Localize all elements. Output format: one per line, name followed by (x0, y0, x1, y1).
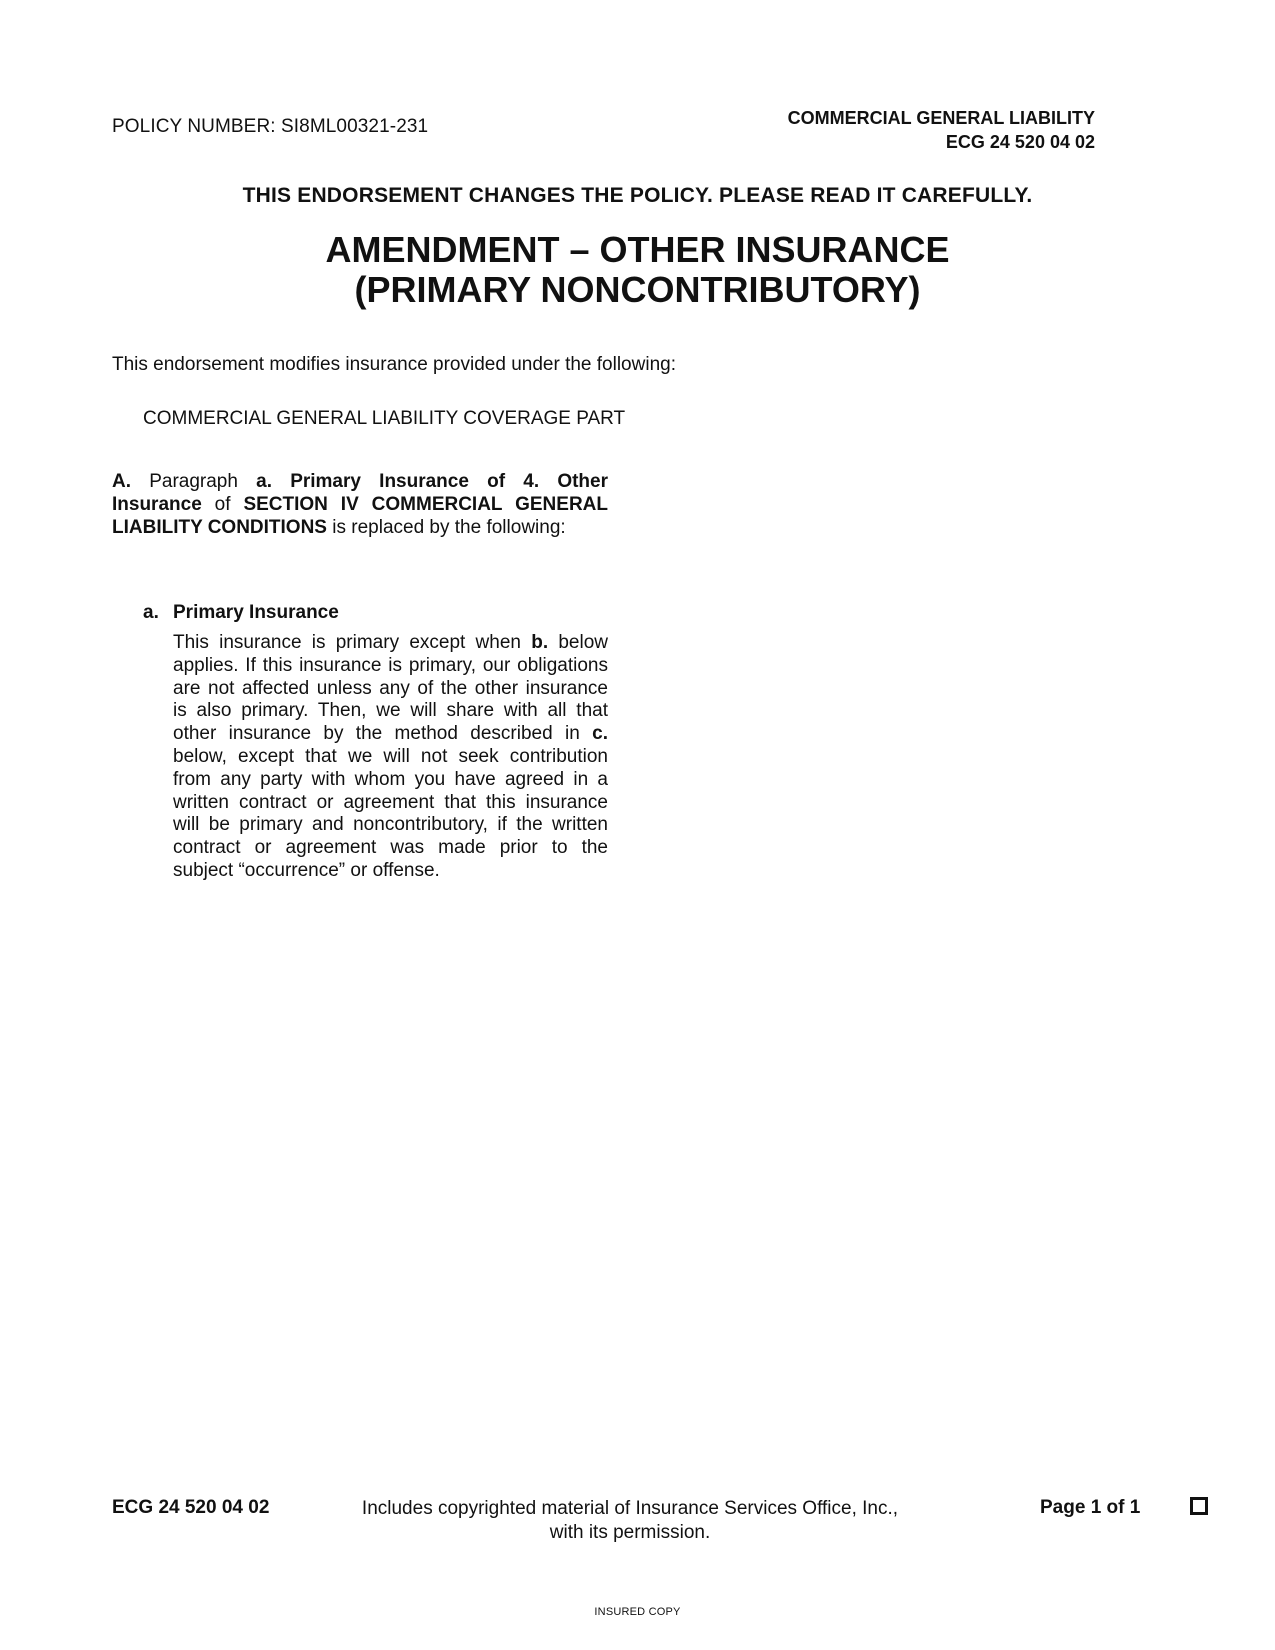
checkbox-square-icon (1190, 1497, 1208, 1515)
subsection-a-marker: a. (143, 602, 159, 623)
coverage-part: COMMERCIAL GENERAL LIABILITY COVERAGE PART (143, 408, 626, 429)
footer-form-number: ECG 24 520 04 02 (112, 1497, 270, 1518)
section-a-text-2: of (201, 494, 244, 515)
modifies-statement: This endorsement modifies insurance provided under the following: (112, 354, 676, 375)
subsection-a-text-1: This insurance is primary except when (173, 632, 532, 653)
subsection-a-title: Primary Insurance (173, 602, 339, 623)
title-line-1: AMENDMENT – OTHER INSURANCE (325, 229, 950, 270)
section-a-text-1: Paragraph (131, 471, 257, 492)
subsection-a-body (173, 632, 608, 883)
section-a-bold-1: a. Primary Insurance of 4. Other Insurance (112, 471, 608, 515)
footer-copyright (330, 1497, 930, 1545)
line-of-business: COMMERCIAL GENERAL LIABILITY (787, 108, 1095, 128)
subsection-a-text-2: below applies. If this insurance is primary, our obligations are not affected unless any of the other insurance is also primary. Then, we will share with all that other insurance by the method described in (173, 632, 608, 745)
section-a-bold-2: SECTION IV COMMERCIAL GENERAL LIABILITY CONDITIONS (112, 494, 608, 538)
subsection-a-heading (143, 602, 339, 624)
endorsement-notice: THIS ENDORSEMENT CHANGES THE POLICY. PLEASE READ IT CAREFULLY. (242, 184, 1033, 207)
title-line-2: (PRIMARY NONCONTRIBUTORY) (354, 269, 921, 310)
form-header (788, 106, 1095, 154)
section-a-text-3: is replaced by the following: (326, 517, 566, 538)
policy-number: POLICY NUMBER: SI8ML00321-231 (112, 116, 429, 137)
page-indicator: Page 1 of 1 (1040, 1497, 1141, 1518)
insured-copy-stamp: INSURED COPY (594, 1606, 681, 1618)
copyright-line-1: Includes copyrighted material of Insurance Services Office, Inc., (361, 1498, 899, 1519)
section-a-paragraph (112, 470, 608, 539)
section-a-label: A. (112, 471, 131, 492)
subsection-a-bold-1: b. (531, 632, 549, 653)
subsection-a-bold-2: c. (592, 723, 608, 745)
subsection-a-text-3: below, except that we will not seek contribution from any party with whom you have agreed in a written contract or agreement that this insurance will be primary and noncontributory, if the written contract or agreement was made prior to the subject “occurrence” or offense. (173, 745, 608, 881)
page-title (0, 230, 1275, 310)
copyright-line-2: with its permission. (549, 1522, 711, 1543)
form-number: ECG 24 520 04 02 (945, 132, 1095, 152)
